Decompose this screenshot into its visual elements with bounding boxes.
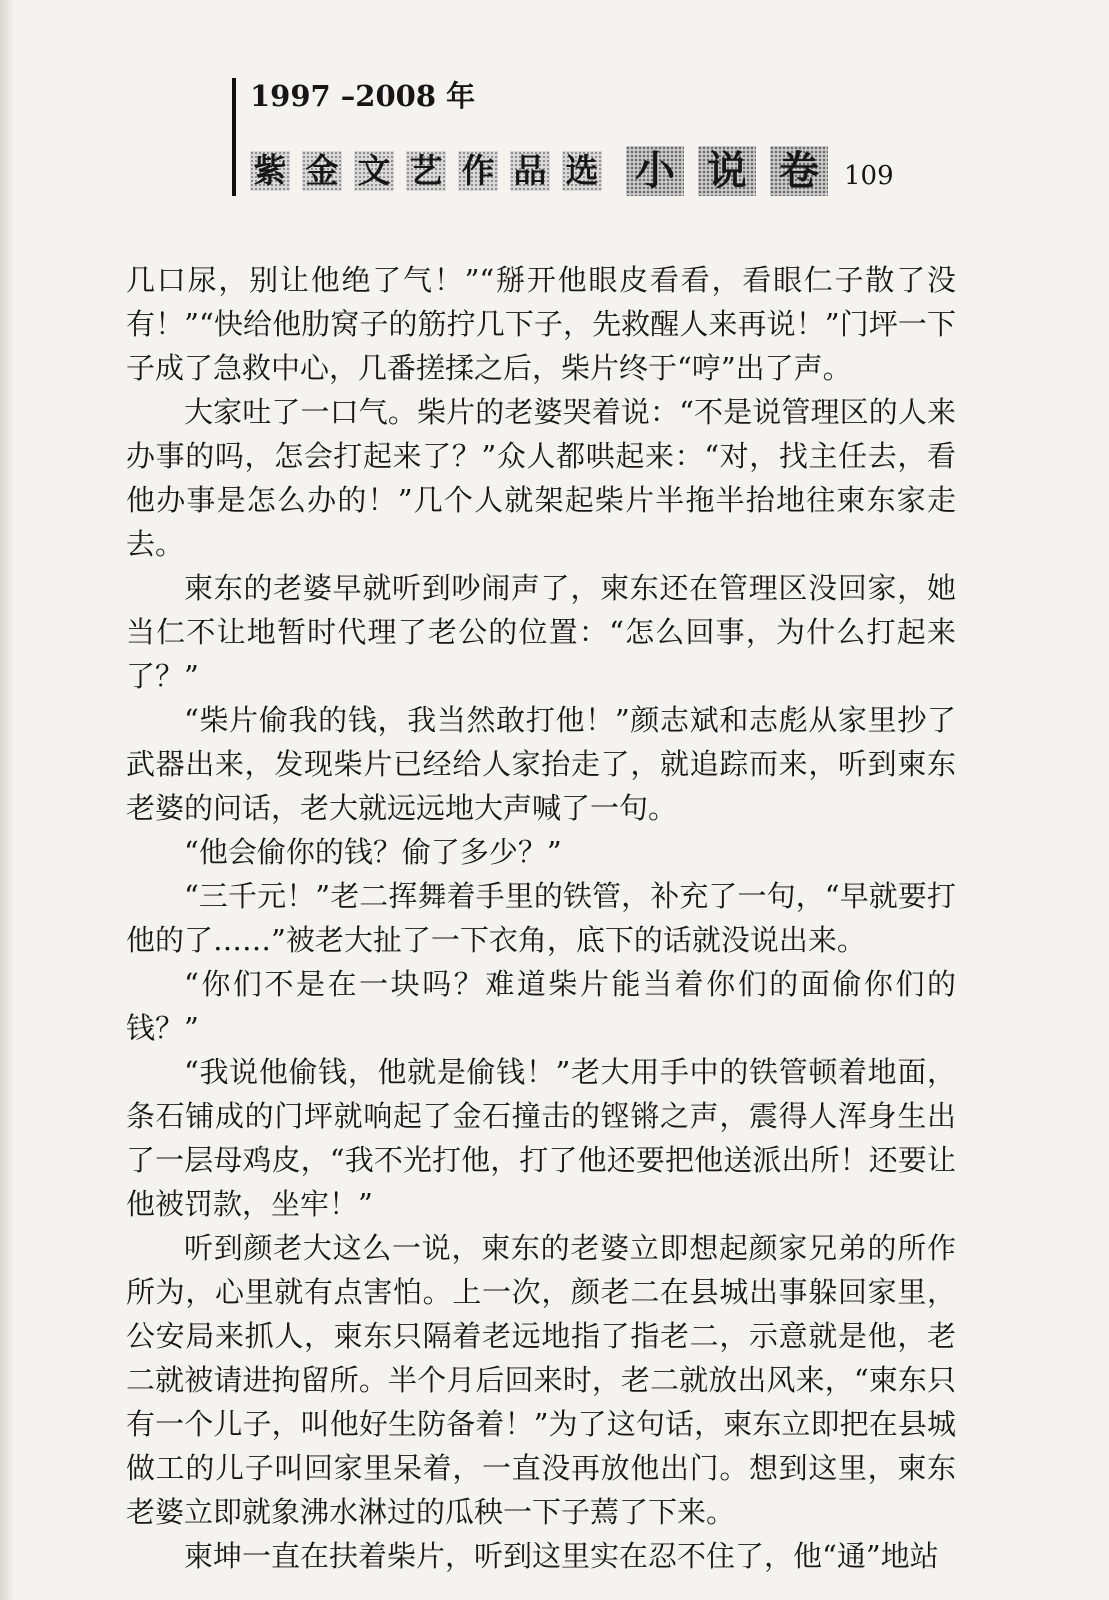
series-char: 选 <box>562 151 602 191</box>
paragraph: 柬坤一直在扶着柴片，听到这里实在忍不住了，他“通”地站 <box>184 1539 939 1573</box>
page-edge-shadow <box>0 0 14 1600</box>
series-char: 文 <box>354 151 394 191</box>
paragraph: 大家吐了一口气。柴片的老婆哭着说：“不是说管理区的人来办事的吗，怎会打起来了？”众人都哄起来：“对，找主任去，看他办事是怎么办的！”几个人就架起柴片半拖半抬地往柬东家走去。 <box>126 395 956 561</box>
paragraph: 听到颜老大这么一说，柬东的老婆立即想起颜家兄弟的所作所为，心里就有点害怕。上一次，颜老二在县城出事躲回家里，公安局来抓人，柬东只隔着老远地指了指老二，示意就是他，老二就被请进拘留所。半个月后回来时，老二就放出风来，“柬东只有一个儿子，叫他好生防备着！”为了这句话，柬东立即把在县城做工的儿子叫回家里呆着，一直没再放他出门。想到这里，柬东老婆立即就象沸水淋过的瓜秧一下子蔫了下来。 <box>126 1231 956 1529</box>
paragraph: “柴片偷我的钱，我当然敢打他！”颜志斌和志彪从家里抄了武器出来，发现柴片已经给人家抬走了，就追踪而来，听到柬东老婆的问话，老大就远远地大声喊了一句。 <box>126 703 956 825</box>
paragraph: 柬东的老婆早就听到吵闹声了，柬东还在管理区没回家，她当仁不让地暂时代理了老公的位置：“怎么回事，为什么打起来了？” <box>126 571 956 693</box>
header-years: 1997 –2008 年 <box>250 79 476 113</box>
volume-char: 说 <box>698 146 756 196</box>
series-char: 紫 <box>250 151 290 191</box>
paragraph: “你们不是在一块吗？难道柴片能当着你们的面偷你们的钱？” <box>126 967 956 1045</box>
header-series-title <box>250 146 894 196</box>
body-text <box>126 258 956 1578</box>
series-char: 艺 <box>406 151 446 191</box>
series-char: 品 <box>510 151 550 191</box>
volume-char: 卷 <box>770 146 828 196</box>
series-char: 作 <box>458 151 498 191</box>
series-char: 金 <box>302 151 342 191</box>
paragraph: 几口尿，别让他绝了气！”“掰开他眼皮看看，看眼仁子散了没有！”“快给他肋窝子的筋拧几下子，先救醒人来再说！”门坪一下子成了急救中心，几番搓揉之后，柴片终于“哼”出了声。 <box>126 263 956 385</box>
volume-char: 小 <box>626 146 684 196</box>
paragraph: “我说他偷钱，他就是偷钱！”老大用手中的铁管顿着地面，条石铺成的门坪就响起了金石撞击的铿锵之声，震得人浑身生出了一层母鸡皮，“我不光打他，打了他还要把他送派出所！还要让他被罚款，坐牢！” <box>126 1055 956 1221</box>
paragraph: “他会偷你的钱？偷了多少？” <box>184 835 562 869</box>
paragraph: “三千元！”老二挥舞着手里的铁管，补充了一句，“早就要打他的了……”被老大扯了一下衣角，底下的话就没说出来。 <box>126 879 956 957</box>
header-vertical-rule <box>232 78 236 196</box>
page-number: 109 <box>844 161 894 191</box>
